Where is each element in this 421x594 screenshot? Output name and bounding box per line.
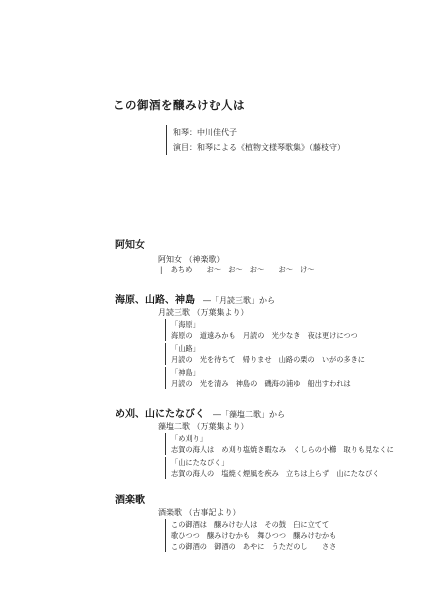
- credit-performer: 和琴：中川佳代子: [173, 128, 237, 137]
- subheading-mekari: 藻塩二歌 （万葉集より）: [158, 422, 249, 431]
- verse-text: 海原の 道遠みかも 月読の 光少なき 夜は更けにつつ: [171, 331, 358, 340]
- section-heading-mekari-text: め刈、山にたなびく: [115, 409, 205, 420]
- section-heading-mekari: [115, 405, 285, 420]
- verse-text: 月読の 光を待ちて 帰りませ 山路の栗の いがの多きに: [171, 355, 365, 364]
- verse-label: 「山路」: [171, 344, 200, 353]
- subheading-sakagaku: 酒楽歌 （古事記より）: [158, 508, 241, 517]
- verse-label: 「山にたなびく」: [171, 458, 229, 467]
- verse-mekari-0: [165, 433, 394, 455]
- subheading-umi: 月読三歌 （万葉集より）: [158, 308, 249, 317]
- verse-line: この御酒は 醸みけむ人は その鼓 臼に立てて: [171, 520, 330, 529]
- chant-line: | あちめ お～ お～ お～ お～ け～: [160, 265, 315, 274]
- verse-line: この御酒の 御酒の あやに うただのし ささ: [171, 542, 337, 551]
- credit-program: 演目：和琴による《植物文様琴歌集》（藤枝守）: [173, 143, 345, 152]
- section-note-mekari: ―「藻塩二歌」から: [213, 410, 285, 419]
- verse-label: 「神島」: [171, 368, 200, 377]
- credits-block: [166, 125, 345, 155]
- section-note-umi: ―「月読三歌」から: [203, 296, 275, 305]
- verse-sakagaku: [165, 519, 336, 552]
- verse-mekari-1: [165, 457, 379, 479]
- verse-text: 志賀の海人の 塩焼く煙風を疾み 立ちは上らず 山にたなびく: [171, 469, 380, 478]
- verse-label: 「海原」: [171, 320, 200, 329]
- section-heading-umi-text: 海原、山路、神島: [115, 295, 195, 306]
- subheading-achime: 阿知女 （神楽歌）: [158, 255, 225, 264]
- verse-text: 志賀の海人は め刈り塩焼き暇なみ くしらの小櫛 取りも見なくに: [171, 445, 394, 454]
- verse-line: 歌ひつつ 醸みけむかも 舞ひつつ 醸みけむかも: [171, 531, 337, 540]
- section-heading-sakagaku: 酒楽歌: [115, 495, 145, 506]
- verse-label: 「め刈り」: [171, 434, 207, 443]
- verse-umi-0: [165, 319, 358, 341]
- document-title: この御酒を醸みけむ人は: [113, 98, 245, 112]
- verse-umi-2: [165, 367, 351, 389]
- verse-text: 月読の 光を清み 神島の 磯海の浦ゆ 船出すわれは: [171, 379, 351, 388]
- section-heading-achime: 阿知女: [115, 240, 145, 251]
- section-heading-umi: [115, 291, 275, 306]
- verse-umi-1: [165, 343, 365, 365]
